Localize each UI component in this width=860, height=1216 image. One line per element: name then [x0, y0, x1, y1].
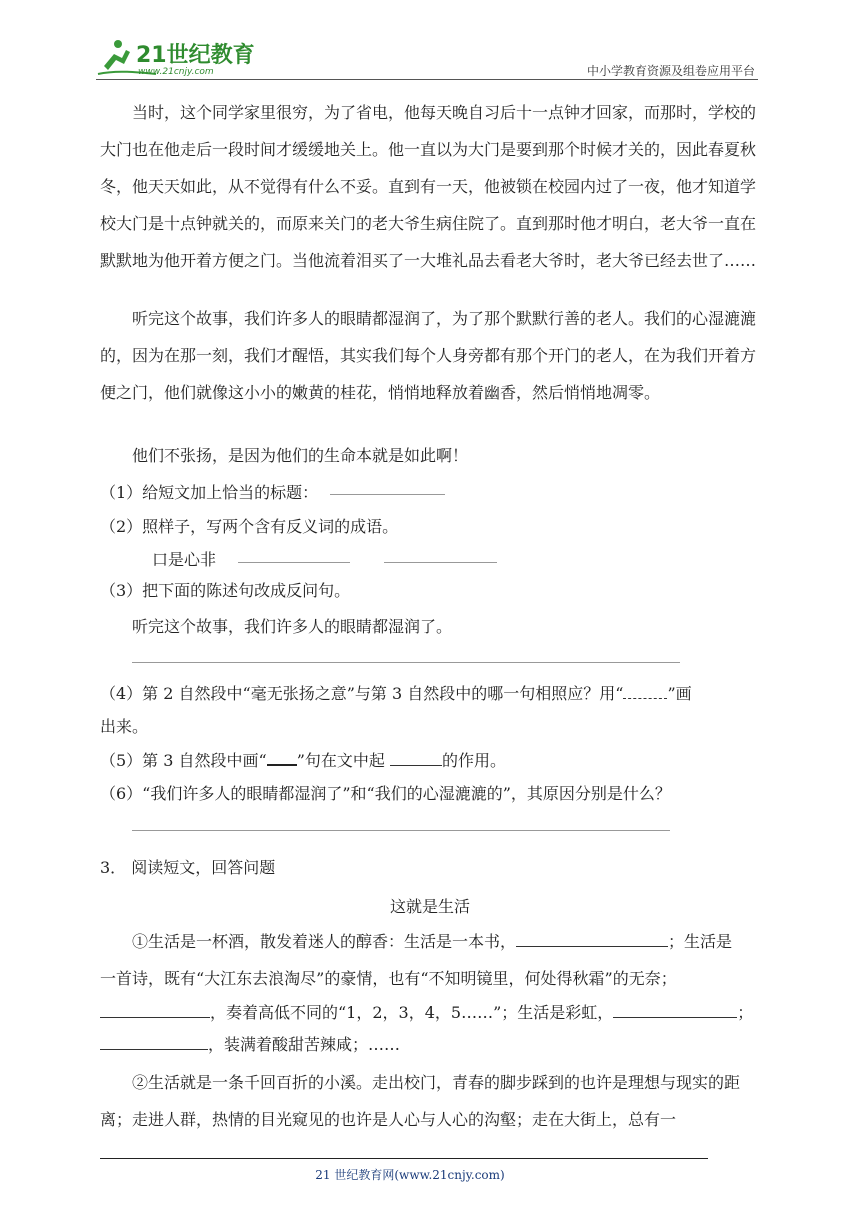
footer-link[interactable]: 21 世纪教育网(www.21cnjy.com) — [315, 1168, 505, 1182]
question-5-text-b: ”句在文中起 — [296, 751, 385, 770]
question-1-text: （1）给短文加上恰当的标题： — [100, 483, 319, 502]
section-3-heading: 3． 阅读短文，回答问题 — [100, 858, 276, 877]
blank-4[interactable] — [100, 1037, 208, 1050]
question-2: （2）照样子，写两个含有反义词的成语。 — [100, 517, 399, 536]
section-3-line-2: 一首诗，既有“大江东去浪淘尽”的豪情，也有“不知明镜里，何处得秋霜”的无奈； — [100, 969, 677, 988]
blank-2[interactable] — [100, 1005, 210, 1018]
section-3-line-4-text: ，装满着酸甜苦辣咸；…… — [208, 1035, 401, 1054]
question-2-answer-line-2[interactable] — [384, 562, 497, 563]
question-3-answer-line[interactable] — [132, 662, 680, 663]
question-6-answer-line[interactable] — [132, 830, 670, 831]
platform-name: 中小学教育资源及组卷应用平台 — [586, 64, 755, 78]
question-6: （6）“我们许多人的眼睛都湿润了”和“我们的心湿漉漉的”，其原因分别是什么？ — [100, 784, 671, 803]
passage-paragraph-1: 当时，这个同学家里很穷，为了省电，他每天晚自习后十一点钟才回家，而那时，学校的大门也在他走后一段时间才缓缓地关上。他一直以为大门是要到那个时候才关的，因此春夏秋冬，他天天如此，从不觉得有什么不妥。直到有一天，他被锁在校园内过了一夜，他才知道学校大门是十点钟就关的，而原来关门的老大爷生病住院了。直到那时他才明白，老大爷一直在默默地为他开着方便之门。当他流着泪买了一大堆礼品去看老大爷时，老大爷已经去世了…… — [100, 103, 757, 270]
section-3-line-1 — [132, 929, 732, 952]
section-3-line-3-end: ； — [737, 1003, 754, 1022]
question-5 — [100, 748, 506, 771]
section-3-paragraph-2: ②生活就是一条千回百折的小溪。走出校门，青春的脚步踩到的也许是理想与现实的距离；走进人群，热情的目光窥见的也许是人心与人心的沟壑；走在大街上，总有一 — [100, 1073, 741, 1129]
logo-text: 21世纪教育 — [136, 43, 255, 68]
site-logo — [96, 36, 266, 78]
question-4-text: （4）第 2 自然段中“毫无张扬之意”与第 3 自然段中的哪一句相照应？用“ — [100, 684, 624, 703]
section-3-title: 这就是生活 — [389, 897, 470, 916]
question-5-answer-blank[interactable] — [390, 753, 442, 766]
question-1 — [100, 480, 318, 503]
question-4-continued: 出来。 — [100, 717, 149, 736]
question-4 — [100, 681, 692, 704]
question-5-text-c: 的作用。 — [442, 751, 507, 770]
question-2-answer-line-1[interactable] — [238, 562, 350, 563]
header-divider — [96, 79, 758, 80]
section-3-line-1-end: ；生活是 — [668, 932, 733, 951]
blank-1[interactable] — [516, 934, 668, 947]
blank-3[interactable] — [613, 1005, 737, 1018]
question-3: （3）把下面的陈述句改成反问句。 — [100, 581, 351, 600]
underline-sample — [267, 752, 297, 766]
section-3-line-3 — [100, 1000, 753, 1023]
passage-paragraph-2: 听完这个故事，我们许多人的眼睛都湿润了，为了那个默默行善的老人。我们的心湿漉漉的，因为在那一刻，我们才醒悟，其实我们每个人身旁都有那个开门的老人，在为我们开着方便之门，他们就像这小小的嫩黄的桂花，悄悄地释放着幽香，然后悄悄地凋零。 — [100, 309, 757, 402]
question-3-sentence: 听完这个故事，我们许多人的眼睛都湿润了。 — [132, 617, 453, 636]
section-3-line-3-text: ，奏着高低不同的“1，2，3，4，5……”；生活是彩虹， — [210, 1003, 614, 1022]
question-1-answer-line[interactable] — [330, 494, 445, 495]
wavy-underline-sample — [623, 688, 667, 699]
section-3-line-4 — [100, 1032, 400, 1055]
question-2-example: 口是心非 — [152, 550, 217, 569]
question-5-text-a: （5）第 3 自然段中画“ — [100, 751, 267, 770]
passage-paragraph-3: 他们不张扬，是因为他们的生命本就是如此啊！ — [132, 446, 469, 465]
question-4-text-end: ”画 — [667, 684, 692, 703]
section-3-line-1-text: ①生活是一杯酒，散发着迷人的醇香：生活是一本书， — [132, 932, 517, 951]
logo-url: www.21cnjy.com — [138, 67, 214, 77]
footer-divider — [100, 1158, 708, 1159]
